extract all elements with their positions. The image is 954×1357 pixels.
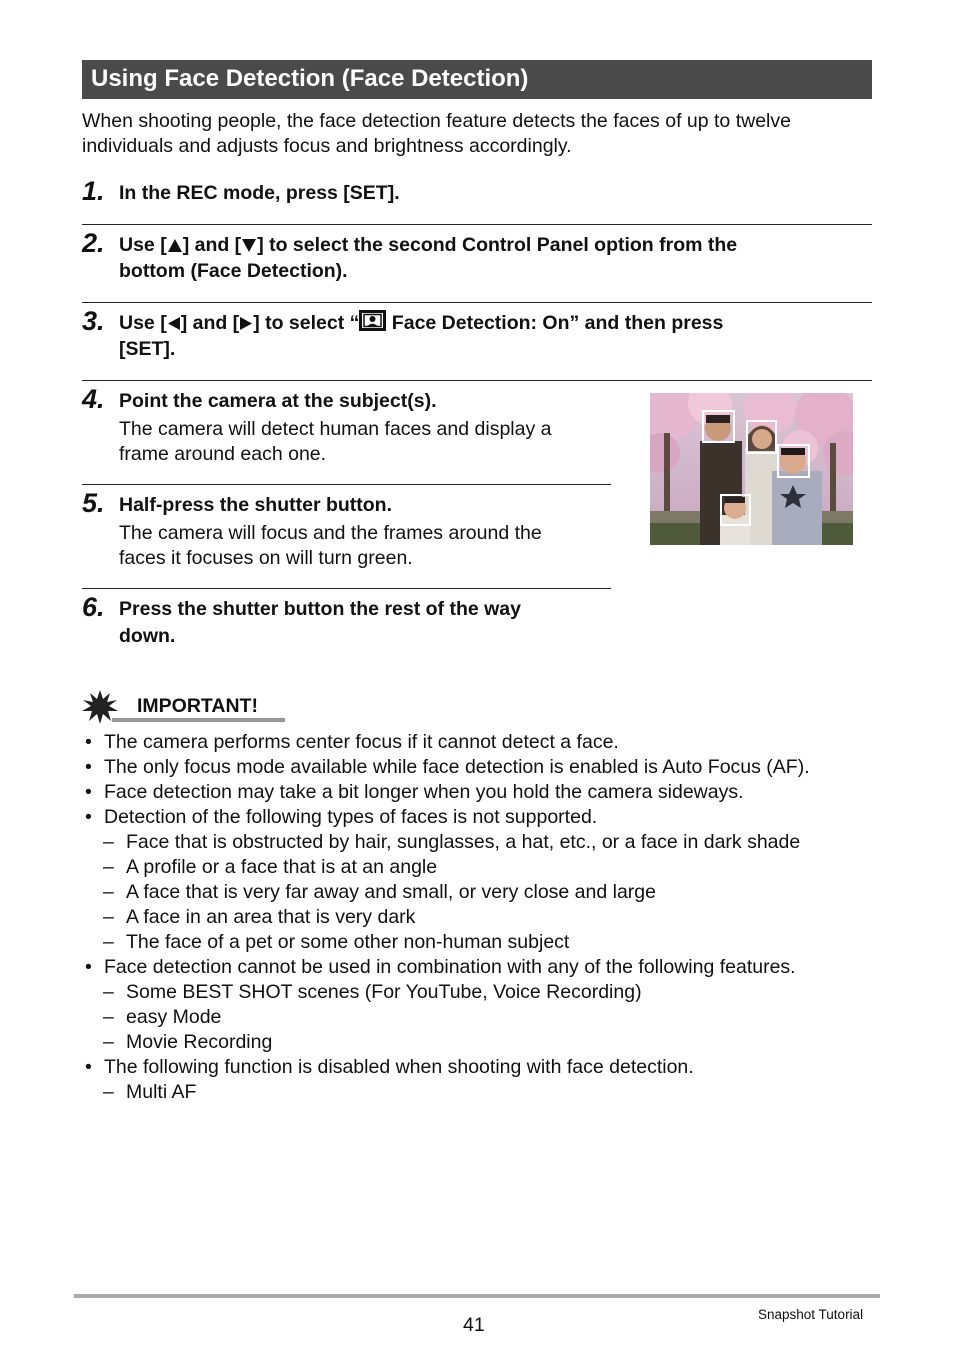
list-item-text: A face that is very far away and small, or very close and large: [126, 881, 656, 903]
list-item-text: A profile or a face that is at an angle: [126, 856, 438, 878]
dash-marker: –: [103, 1031, 114, 1053]
step-3-text-line2: [SET].: [119, 338, 176, 360]
dash-marker: –: [103, 881, 114, 903]
step-6-text-line2: down.: [119, 625, 176, 647]
bullet-list-item: [82, 755, 902, 780]
list-item-text: A face in an area that is very dark: [126, 906, 416, 928]
bullet-list-item: [82, 780, 902, 805]
list-item-text: The face of a pet or some other non-human subject: [126, 931, 570, 953]
down-triangle-icon: [241, 238, 257, 253]
bullet-list-item: [82, 730, 902, 755]
bullet-list-item: [82, 805, 902, 830]
important-underline: [112, 718, 285, 722]
step-6-number: 6.: [82, 592, 105, 622]
page-title: Using Face Detection (Face Detection): [91, 65, 529, 92]
face-detection-icon: [359, 310, 386, 331]
sub-list-item: [82, 1080, 902, 1105]
step-2-text-line2: bottom (Face Detection).: [119, 260, 348, 282]
dash-marker: –: [103, 981, 114, 1003]
list-item-text: The only focus mode available while face detection is enabled is Auto Focus (AF).: [104, 756, 810, 778]
step-2-text: Use [ ] and [ ] to select the second Control Panel option from the: [119, 234, 738, 256]
step-6-text: Press the shutter button the rest of the way: [119, 598, 521, 620]
step-1-number: 1.: [82, 176, 105, 206]
divider: [82, 302, 872, 303]
list-item-text: Face detection may take a bit longer when you hold the camera sideways.: [104, 781, 744, 803]
sub-list-item: [82, 930, 902, 955]
step-5-description: The camera will focus and the frames around the: [119, 522, 542, 544]
step-1-text: In the REC mode, press [SET].: [119, 182, 400, 204]
step-5-text: Half-press the shutter button.: [119, 494, 393, 516]
divider: [82, 380, 872, 381]
up-triangle-icon: [167, 238, 183, 253]
bullet-marker: •: [85, 1056, 92, 1078]
step-2-number: 2.: [82, 228, 105, 258]
divider: [82, 484, 611, 485]
left-triangle-icon: [167, 316, 181, 331]
step-3-number: 3.: [82, 306, 105, 336]
dash-marker: –: [103, 1006, 114, 1028]
bullet-marker: •: [85, 756, 92, 778]
dash-marker: –: [103, 856, 114, 878]
list-item-text: Face that is obstructed by hair, sunglasses, a hat, etc., or a face in dark shade: [126, 831, 801, 853]
sub-list-item: [82, 980, 902, 1005]
face-detection-example-photo: [650, 393, 853, 545]
divider: [82, 588, 611, 589]
bullet-marker: •: [85, 956, 92, 978]
dash-marker: –: [103, 1081, 114, 1103]
bullet-list-item: [82, 955, 902, 980]
sub-list-item: [82, 855, 902, 880]
list-item-text: easy Mode: [126, 1006, 222, 1028]
sub-list-item: [82, 905, 902, 930]
important-label: IMPORTANT!: [137, 695, 258, 717]
bullet-marker: •: [85, 806, 92, 828]
step-5-number: 5.: [82, 488, 105, 518]
list-item-text: Multi AF: [126, 1081, 197, 1103]
dash-marker: –: [103, 906, 114, 928]
right-triangle-icon: [239, 316, 253, 331]
sub-list-item: [82, 1030, 902, 1055]
step-5-description-line2: faces it focuses on will turn green.: [119, 547, 413, 569]
list-item-text: Movie Recording: [126, 1031, 273, 1053]
divider: [82, 224, 872, 225]
list-item-text: The following function is disabled when shooting with face detection.: [104, 1056, 694, 1078]
sub-list-item: [82, 1005, 902, 1030]
sub-list-item: [82, 880, 902, 905]
step-4-description-line2: frame around each one.: [119, 443, 327, 465]
step-3-text: Use [ ] and [ ] to select “ Face Detection: On” and then press: [119, 312, 724, 334]
dash-marker: –: [103, 831, 114, 853]
intro-paragraph: When shooting people, the face detection feature detects the faces of up to twelve individuals and adjusts focus and brightness accordingly.: [82, 110, 791, 157]
list-item-text: Some BEST SHOT scenes (For YouTube, Voice Recording): [126, 981, 642, 1003]
step-4-description: The camera will detect human faces and display a: [119, 418, 552, 440]
bullet-marker: •: [85, 731, 92, 753]
dash-marker: –: [103, 931, 114, 953]
bullet-list-item: [82, 1055, 902, 1080]
list-item-text: The camera performs center focus if it cannot detect a face.: [104, 731, 619, 753]
sub-list-item: [82, 830, 902, 855]
footer-divider: [74, 1294, 880, 1298]
important-list: [82, 730, 902, 1105]
section-title-bar: [82, 60, 872, 99]
list-item-text: Detection of the following types of faces is not supported.: [104, 806, 598, 828]
list-item-text: Face detection cannot be used in combination with any of the following features.: [104, 956, 796, 978]
step-4-number: 4.: [82, 384, 105, 414]
step-4-text: Point the camera at the subject(s).: [119, 390, 437, 412]
section-name: Snapshot Tutorial: [758, 1307, 864, 1322]
bullet-marker: •: [85, 781, 92, 803]
page-number: 41: [463, 1314, 485, 1336]
